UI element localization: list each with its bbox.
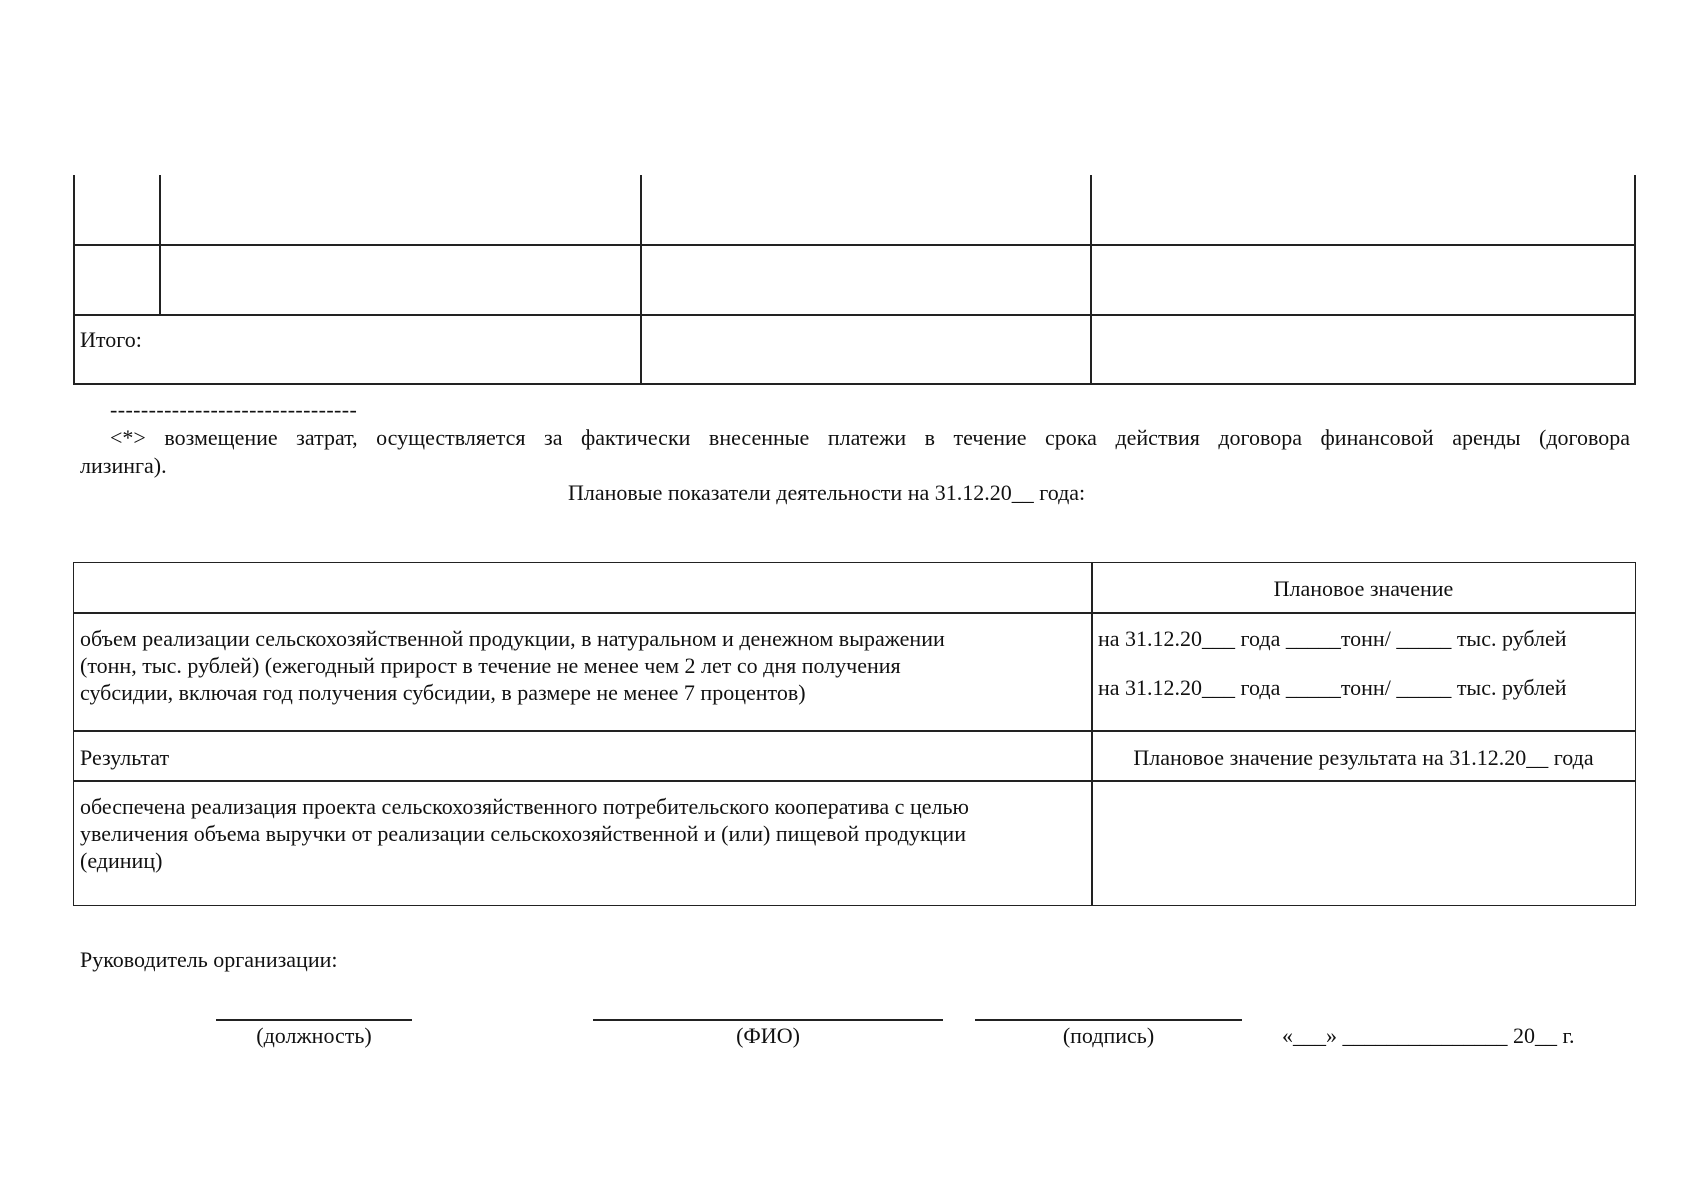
footnote-text-line1: <*> возмещение затрат, осуществляется за фактически внесенные платежи в течение срока действия договора финансовой аренды (договора	[110, 425, 1630, 450]
header-planned-value: Плановое значение	[1273, 576, 1454, 601]
indicator-line-2: (тонн, тыс. рублей) (ежегодный прирост в течение не менее чем 2 лет со дня получения	[80, 653, 901, 678]
signature-title: Руководитель организации:	[80, 947, 338, 972]
result-line-1: обеспечена реализация проекта сельскохозяйственного потребительского кооператива с целью	[80, 794, 969, 819]
table-border-right	[1634, 175, 1636, 385]
indicator-line-3: субсидии, включая год получения субсидии, в размере не менее 7 процентов)	[80, 680, 806, 705]
result-line-2: увеличения объема выручки от реализации сельскохозяйственной и (или) пищевой продукции	[80, 821, 966, 846]
table-row-divider	[73, 314, 1635, 316]
table-row-divider	[73, 244, 1635, 246]
date-field: «___» _______________ 20__ г.	[1282, 1023, 1575, 1048]
plan-indicators-table	[73, 562, 1636, 906]
table-row-divider	[74, 780, 1635, 782]
indicator-line-1: объем реализации сельскохозяйственной продукции, в натуральном и денежном выражении	[80, 626, 945, 651]
footnote-separator: --------------------------------	[110, 397, 358, 422]
table-border-left	[73, 175, 75, 385]
result-label: Результат	[80, 745, 170, 770]
result-planned-value-label: Плановое значение результата на 31.12.20__ года	[1133, 745, 1594, 770]
signature-caption: (подпись)	[1062, 1023, 1155, 1048]
planned-value-line-2: на 31.12.20___ года _____тонн/ _____ тыс. рублей	[1098, 675, 1567, 700]
table-column-divider	[640, 175, 642, 385]
position-caption: (должность)	[256, 1023, 372, 1048]
position-line	[216, 1019, 412, 1021]
signature-line	[975, 1019, 1242, 1021]
name-caption: (ФИО)	[736, 1023, 800, 1048]
footnote-text-line2: лизинга).	[80, 453, 167, 478]
table-column-divider	[1090, 175, 1092, 385]
table-border-bottom	[73, 383, 1635, 385]
planned-value-line-1: на 31.12.20___ года _____тонн/ _____ тыс. рублей	[1098, 626, 1567, 651]
table-row-divider	[74, 612, 1635, 614]
total-label: Итого:	[80, 327, 142, 352]
result-line-3: (единиц)	[80, 848, 163, 873]
name-line	[593, 1019, 943, 1021]
table-row-divider	[74, 730, 1635, 732]
table-column-divider	[1091, 563, 1093, 905]
plan-title: Плановые показатели деятельности на 31.12.20__ года:	[568, 480, 1086, 505]
